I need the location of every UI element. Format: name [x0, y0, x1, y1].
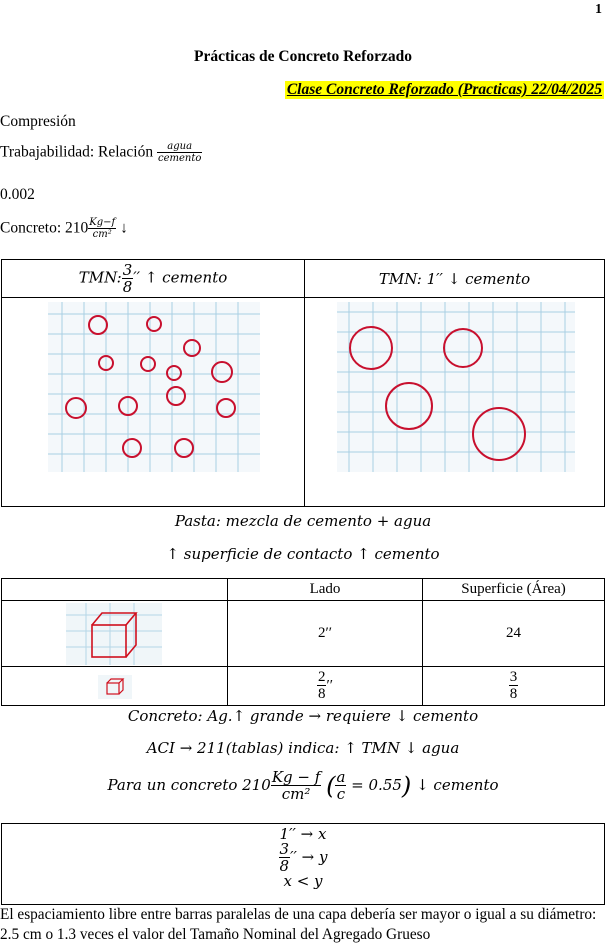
fraction-numerator: a — [336, 768, 346, 786]
footer-paragraph: El espaciamiento libre entre barras paralelas de una capa debería ser mayor o igual a su diámetro: 2.5 cm o 1.3 veces el valor del Tamaño Nominal del Agregado Grueso — [0, 906, 597, 943]
eq-pasta: Pasta: mezcla de cemento + agua — [174, 512, 432, 530]
fraction-denominator: c — [336, 785, 346, 803]
eq5-prefix: Para un concreto 210 — [107, 776, 271, 794]
inch-mark: ′′ — [326, 677, 334, 694]
big-cube-sketch — [66, 603, 162, 665]
area-row1: 24 — [423, 601, 605, 667]
line-strain: 0.002 — [0, 186, 35, 203]
eq-concreto-ag: Concreto: Ag.↑ grande → requiere ↓ cemento — [127, 707, 479, 725]
open-paren: ( — [326, 772, 336, 800]
a-c-fraction — [335, 770, 346, 802]
tmn-left-header — [2, 260, 305, 298]
box-three-eighths-fraction — [279, 842, 291, 874]
three-eighths-area-fraction — [509, 670, 519, 702]
fraction-numerator: 3 — [509, 669, 518, 685]
fraction-denominator: cm² — [88, 228, 116, 240]
page-title: Prácticas de Concreto Reforzado — [194, 48, 412, 65]
close-paren: ) — [401, 772, 412, 800]
ratio-value: = 0.55 — [351, 776, 402, 794]
three-eighths-fraction — [122, 260, 134, 296]
lado-superficie-table — [1, 578, 605, 706]
fraction-numerator: Kg−f — [89, 217, 116, 228]
big-cube-sketch-cell — [2, 601, 228, 667]
box-line1: 1′′ → x — [279, 825, 327, 843]
tmn-left-suffix: ′′ ↑ cemento — [133, 267, 228, 286]
fraction-denominator: 8 — [317, 686, 326, 702]
small-cube-sketch — [98, 675, 132, 699]
fraction-numerator: 3 — [122, 260, 133, 279]
large-aggregate-sketch-cell — [305, 298, 605, 507]
concreto-text: Concreto: 210 — [0, 219, 89, 237]
agua-cemento-fraction — [157, 142, 202, 164]
class-heading: Clase Concreto Reforzado (Practicas) 22/04/2025 — [286, 81, 602, 98]
fraction-numerator: 3 — [279, 840, 290, 858]
fraction-numerator: 2 — [317, 669, 326, 685]
eq-superficie: ↑ superficie de contacto ↑ cemento — [166, 545, 440, 563]
large-aggregate-sketch — [337, 302, 575, 472]
fraction-denominator: cemento — [157, 153, 202, 164]
small-aggregate-sketch-cell — [2, 298, 305, 507]
fraction-denominator: 8 — [279, 857, 290, 875]
fraction-denominator: 8 — [509, 686, 518, 702]
eq-aci: ACI → 211(tablas) indica: ↑ TMN ↓ agua — [146, 739, 460, 757]
box-line2 — [2, 842, 604, 874]
empty-header-cell — [2, 579, 228, 601]
small-aggregate-sketch — [48, 302, 260, 472]
fraction-denominator: 8 — [122, 277, 133, 296]
fraction-denominator: cm² — [271, 785, 321, 802]
eq5-suffix: ↓ cemento — [416, 776, 499, 794]
kgf-cm2-fraction — [271, 770, 321, 802]
kgf-fraction — [88, 218, 116, 240]
lado-row2 — [228, 667, 423, 706]
box-line3: x < y — [283, 872, 323, 890]
area-row2 — [423, 667, 605, 706]
small-cube-sketch-cell — [2, 667, 228, 706]
eq-para-un-concreto — [0, 770, 606, 802]
header-lado: Lado — [228, 579, 423, 601]
line-compresion: Compresión — [0, 113, 76, 130]
comparison-box — [1, 823, 605, 905]
lado-row1: 2′′ — [228, 601, 423, 667]
tmn-label: TMN: — [78, 267, 122, 286]
page-number: 1 — [595, 2, 602, 17]
trabajabilidad-text: Trabajabilidad: Relación — [0, 143, 154, 161]
line-concreto — [0, 218, 128, 240]
fraction-numerator: agua — [167, 141, 193, 152]
line-trabajabilidad — [0, 142, 202, 164]
tmn-comparison-table — [1, 259, 605, 507]
header-superficie: Superficie (Área) — [423, 579, 605, 601]
down-arrow-icon: ↓ — [120, 219, 128, 237]
box-line2-suffix: ′′ → y — [290, 848, 328, 866]
tmn-right-header: TMN: 1′′ ↓ cemento — [305, 260, 605, 298]
fraction-numerator: Kg − f — [271, 768, 321, 786]
